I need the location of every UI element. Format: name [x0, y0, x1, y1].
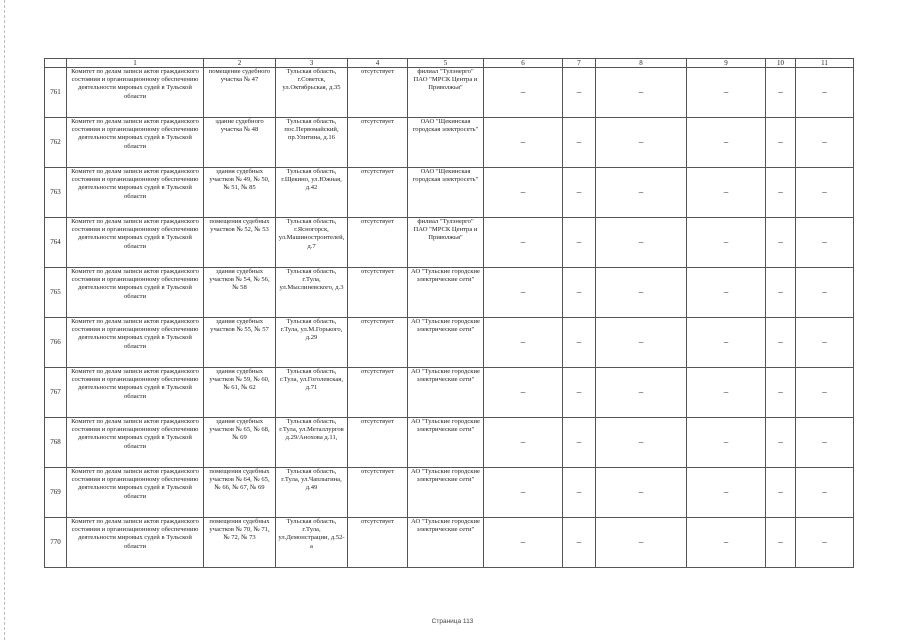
empty-value-cell: –	[563, 518, 596, 568]
table-cell: Комитет по делам записи актов гражданского состояния и организационному обеспечению деятельности мировых судей в Тульской области	[67, 518, 204, 568]
empty-value-cell: –	[563, 468, 596, 518]
table-cell: отсутствует	[348, 68, 408, 118]
table-cell: Комитет по делам записи актов гражданского состояния и организационному обеспечению деятельности мировых судей в Тульской области	[67, 268, 204, 318]
empty-value-cell: –	[563, 168, 596, 218]
empty-value-cell: –	[563, 418, 596, 468]
empty-value-cell: –	[484, 68, 563, 118]
column-header: 10	[766, 59, 796, 68]
row-number: 766	[45, 318, 67, 368]
empty-value-cell: –	[596, 468, 687, 518]
column-header: 8	[596, 59, 687, 68]
empty-value-cell: –	[766, 168, 796, 218]
empty-value-cell: –	[796, 518, 854, 568]
table-cell: Тульская область, г.Тула, ул.Гоголевская, д.71	[276, 368, 348, 418]
table-cell: Тульская область, г.Тула, ул.Демонстрации, д.52-а	[276, 518, 348, 568]
empty-value-cell: –	[687, 268, 766, 318]
empty-value-cell: –	[766, 318, 796, 368]
empty-value-cell: –	[563, 68, 596, 118]
table-cell: здание судебного участка № 48	[204, 118, 276, 168]
registry-table	[44, 58, 854, 568]
table-row	[45, 318, 854, 368]
table-cell: Тульская область, г.Советск, ул.Октябрьская, д.35	[276, 68, 348, 118]
empty-value-cell: –	[687, 118, 766, 168]
table-cell: Комитет по делам записи актов гражданского состояния и организационному обеспечению деятельности мировых судей в Тульской области	[67, 368, 204, 418]
empty-value-cell: –	[596, 218, 687, 268]
row-number: 767	[45, 368, 67, 418]
row-number: 761	[45, 68, 67, 118]
table-row	[45, 418, 854, 468]
empty-value-cell: –	[563, 218, 596, 268]
column-header: 5	[408, 59, 484, 68]
table-cell: АО "Тульские городские электрические сети"	[408, 368, 484, 418]
table-cell: Тульская область, г.Щекино, ул.Южная, д.42	[276, 168, 348, 218]
empty-value-cell: –	[563, 368, 596, 418]
empty-value-cell: –	[796, 468, 854, 518]
table-cell: помещения судебных участков № 64, № 65, № 66, № 67, № 69	[204, 468, 276, 518]
table-row	[45, 368, 854, 418]
table-cell: АО "Тульские городские электрические сети"	[408, 268, 484, 318]
table-cell: здания судебных участков № 59, № 60, № 61, № 62	[204, 368, 276, 418]
empty-value-cell: –	[766, 368, 796, 418]
row-number: 768	[45, 418, 67, 468]
page-number: Страница 113	[431, 618, 474, 625]
empty-value-cell: –	[766, 218, 796, 268]
table-cell: АО "Тульские городские электрические сети"	[408, 418, 484, 468]
empty-value-cell: –	[484, 468, 563, 518]
table-cell: отсутствует	[348, 518, 408, 568]
row-number: 763	[45, 168, 67, 218]
table-cell: АО "Тульские городские электрические сети"	[408, 468, 484, 518]
row-number: 765	[45, 268, 67, 318]
empty-value-cell: –	[796, 318, 854, 368]
empty-value-cell: –	[484, 518, 563, 568]
table-cell: филиал "Тулэнерго" ПАО "МРСК Центра и Приволжья"	[408, 218, 484, 268]
table-cell: Тульская область, г.Тула, ул.Мыслиневского, д.3	[276, 268, 348, 318]
table-cell: Тульская область, г.Тула, ул.М.Горького, д.29	[276, 318, 348, 368]
empty-value-cell: –	[796, 368, 854, 418]
row-number: 770	[45, 518, 67, 568]
empty-value-cell: –	[796, 218, 854, 268]
table-row	[45, 118, 854, 168]
column-header: 9	[687, 59, 766, 68]
empty-value-cell: –	[687, 68, 766, 118]
empty-value-cell: –	[596, 268, 687, 318]
empty-value-cell: –	[796, 168, 854, 218]
empty-value-cell: –	[596, 118, 687, 168]
table-cell: Комитет по делам записи актов гражданского состояния и организационному обеспечению деятельности мировых судей в Тульской области	[67, 318, 204, 368]
table-cell: отсутствует	[348, 118, 408, 168]
empty-value-cell: –	[596, 168, 687, 218]
table-row	[45, 168, 854, 218]
empty-value-cell: –	[687, 518, 766, 568]
row-number: 762	[45, 118, 67, 168]
table-cell: отсутствует	[348, 318, 408, 368]
row-number: 764	[45, 218, 67, 268]
table-row	[45, 468, 854, 518]
column-header: 2	[204, 59, 276, 68]
empty-value-cell: –	[766, 418, 796, 468]
empty-value-cell: –	[563, 318, 596, 368]
empty-value-cell: –	[563, 118, 596, 168]
empty-value-cell: –	[596, 68, 687, 118]
table-cell: помещения судебных участков № 52, № 53	[204, 218, 276, 268]
table-cell: здания судебных участков № 54, № 56, № 58	[204, 268, 276, 318]
empty-value-cell: –	[766, 518, 796, 568]
table-cell: здания судебных участков № 55, № 57	[204, 318, 276, 368]
empty-value-cell: –	[766, 468, 796, 518]
table-cell: Тульская область, г.Тула, ул.Металлургов д.29/Анохова д.11,	[276, 418, 348, 468]
column-header: 4	[348, 59, 408, 68]
table-cell: отсутствует	[348, 368, 408, 418]
scan-edge-marks	[4, 0, 6, 640]
empty-value-cell: –	[484, 118, 563, 168]
table-cell: Комитет по делам записи актов гражданского состояния и организационному обеспечению деятельности мировых судей в Тульской области	[67, 118, 204, 168]
empty-value-cell: –	[796, 118, 854, 168]
table-cell: Комитет по делам записи актов гражданского состояния и организационному обеспечению деятельности мировых судей в Тульской области	[67, 468, 204, 518]
empty-value-cell: –	[687, 468, 766, 518]
table-cell: отсутствует	[348, 468, 408, 518]
table-cell: Комитет по делам записи актов гражданского состояния и организационному обеспечению деятельности мировых судей в Тульской области	[67, 68, 204, 118]
table-row	[45, 68, 854, 118]
empty-value-cell: –	[766, 68, 796, 118]
table-cell: отсутствует	[348, 268, 408, 318]
table-cell: здания судебных участков № 65, № 68, № 69	[204, 418, 276, 468]
empty-value-cell: –	[687, 368, 766, 418]
table-cell: ОАО "Щекинская городская электросеть"	[408, 118, 484, 168]
table-cell: отсутствует	[348, 168, 408, 218]
table-cell: Комитет по делам записи актов гражданского состояния и организационному обеспечению деятельности мировых судей в Тульской области	[67, 218, 204, 268]
column-header: 1	[67, 59, 204, 68]
column-header: 3	[276, 59, 348, 68]
column-header: 6	[484, 59, 563, 68]
table-row	[45, 518, 854, 568]
empty-value-cell: –	[766, 118, 796, 168]
table-cell: АО "Тульские городские электрические сети"	[408, 518, 484, 568]
empty-value-cell: –	[687, 318, 766, 368]
empty-value-cell: –	[796, 68, 854, 118]
empty-value-cell: –	[484, 368, 563, 418]
empty-value-cell: –	[596, 318, 687, 368]
empty-value-cell: –	[484, 168, 563, 218]
table-cell: Тульская область, г.Ясногорск, ул.Машиностроителей, д.7	[276, 218, 348, 268]
table-row	[45, 268, 854, 318]
empty-value-cell: –	[766, 268, 796, 318]
column-header: 11	[796, 59, 854, 68]
empty-value-cell: –	[796, 418, 854, 468]
row-number: 769	[45, 468, 67, 518]
empty-value-cell: –	[484, 218, 563, 268]
table-cell: Комитет по делам записи актов гражданского состояния и организационному обеспечению деятельности мировых судей в Тульской области	[67, 168, 204, 218]
column-header	[45, 59, 67, 68]
table-cell: здания судебных участков № 49, № 50, № 51, № 85	[204, 168, 276, 218]
table-cell: АО "Тульские городские электрические сети"	[408, 318, 484, 368]
column-header: 7	[563, 59, 596, 68]
empty-value-cell: –	[596, 368, 687, 418]
empty-value-cell: –	[484, 268, 563, 318]
empty-value-cell: –	[596, 518, 687, 568]
empty-value-cell: –	[563, 268, 596, 318]
empty-value-cell: –	[484, 418, 563, 468]
column-number-row	[45, 59, 854, 68]
table-cell: Комитет по делам записи актов гражданского состояния и организационному обеспечению деятельности мировых судей в Тульской области	[67, 418, 204, 468]
table-body	[45, 68, 854, 568]
table-cell: филиал "Тулэнерго" ПАО "МРСК Центра и Приволжья"	[408, 68, 484, 118]
table-row	[45, 218, 854, 268]
table-cell: Тульская область, пос.Первомайский, пр.Улитина, д.16	[276, 118, 348, 168]
table-cell: помещения судебных участков № 70, № 71, № 72, № 73	[204, 518, 276, 568]
empty-value-cell: –	[687, 418, 766, 468]
empty-value-cell: –	[596, 418, 687, 468]
table-cell: отсутствует	[348, 418, 408, 468]
empty-value-cell: –	[796, 268, 854, 318]
table-cell: помещение судебного участка № 47	[204, 68, 276, 118]
table-cell: отсутствует	[348, 218, 408, 268]
table-cell: Тульская область, г.Тула, ул.Чаплыгина, д.49	[276, 468, 348, 518]
empty-value-cell: –	[484, 318, 563, 368]
table-cell: ОАО "Щекинская городская электросеть"	[408, 168, 484, 218]
empty-value-cell: –	[687, 168, 766, 218]
empty-value-cell: –	[687, 218, 766, 268]
